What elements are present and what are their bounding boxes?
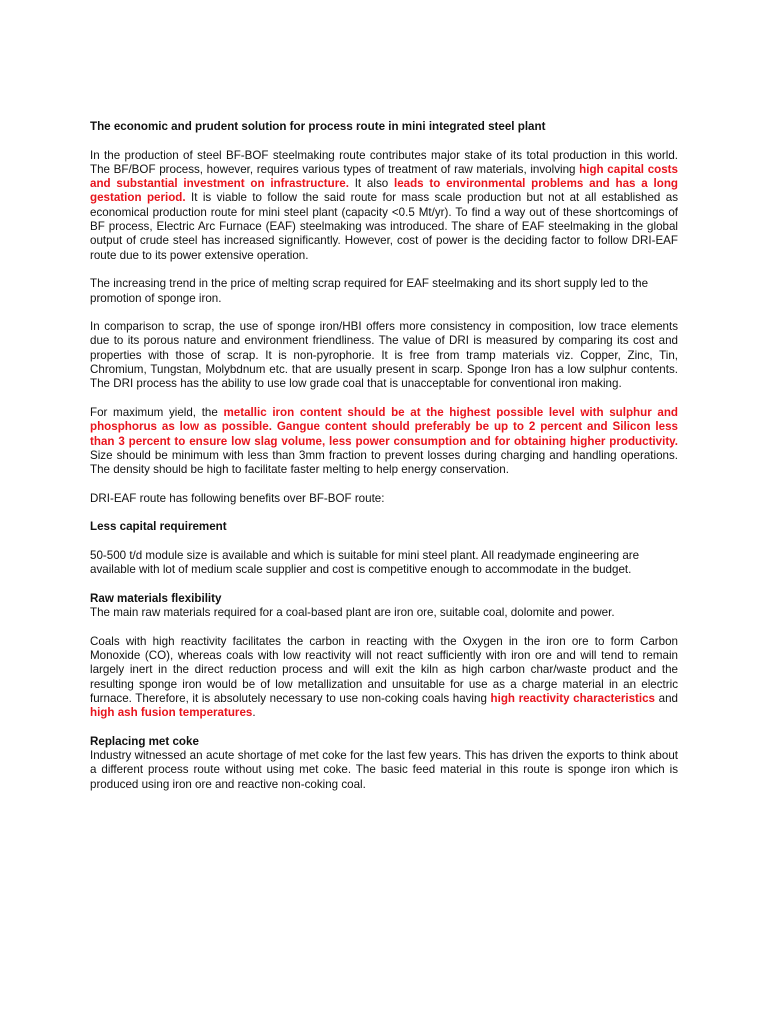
highlight-environmental-problems: leads to environmental problems and has a long gestation period. xyxy=(90,177,678,205)
text-run: In the production of steel BF-BOF steelmaking route contributes major stake of its total production in this world. The BF/BOF process, however, requires various types of treatment of raw materials, involving xyxy=(90,148,678,176)
document-title: The economic and prudent solution for process route in mini integrated steel plant xyxy=(90,120,546,133)
heading-raw-materials: Raw materials flexibility xyxy=(90,591,222,605)
text-run: . xyxy=(252,706,256,720)
paragraph-raw-materials: The main raw materials required for a coal-based plant are iron ore, suitable coal, dolomite and power. xyxy=(90,606,615,620)
text-run: and xyxy=(655,691,678,705)
highlight-capital-costs: high capital costs and substantial investment on infrastructure. xyxy=(90,162,678,191)
text-run: It is viable to follow the said route for mass scale production but not at all established as economical production route for mini steel plant (capacity <0.5 Mt/yr). To find a way out of these shortcomings of BF process, Electric Arc Furnace (EAF) steelmaking was introduced. The share of EAF steelmaking in the global output of crude steel has increased significantly. However, cost of power is the deciding factor to follow DRI-EAF route due to its power extensive operation. xyxy=(90,191,678,262)
highlight-iron-content: metallic iron content should be at the highest possible level with sulphur and phosphorus as low as possible. Gangue content should preferably be up to 2 percent and Silicon less than 3 percent to ensure low slag volume, less power consumption and for obtaining higher productivity. xyxy=(90,405,678,448)
paragraph-bf-bof-intro xyxy=(90,149,678,263)
heading-met-coke: Replacing met coke xyxy=(90,734,199,748)
text-run: It also xyxy=(348,177,394,191)
paragraph-module-size: 50-500 t/d module size is available and which is suitable for mini steel plant. All readymade engineering are available with lot of medium scale supplier and cost is competitive enough to accommodate in the budget. xyxy=(90,548,640,577)
text-run: Size should be minimum with less than 3mm fraction to prevent losses during charging and handling operations. The density should be high to facilitate faster melting to help energy conservation. xyxy=(90,448,678,477)
paragraph-maximum-yield xyxy=(90,406,678,477)
heading-less-capital: Less capital requirement xyxy=(90,520,227,534)
document-page xyxy=(90,120,678,806)
paragraph-scrap-price: The increasing trend in the price of melting scrap required for EAF steelmaking and its short supply led to the promotion of sponge iron. xyxy=(90,277,649,305)
text-run: For maximum yield, the xyxy=(90,405,224,419)
paragraph-met-coke: Industry witnessed an acute shortage of met coke for the last few years. This has driven the exports to think about a different process route without using met coke. The basic feed material in this route is sponge iron which is produced using iron ore and reactive non-coking coal. xyxy=(90,749,678,791)
paragraph-coal-reactivity xyxy=(90,635,678,721)
paragraph-benefits-intro: DRI-EAF route has following benefits over BF-BOF route: xyxy=(90,491,385,505)
text-run: Coals with high reactivity facilitates the carbon in reacting with the Oxygen in the iron ore to form Carbon Monoxide (CO), whereas coals with low reactivity will not react sufficiently with iron ore and will tend to remain largely inert in the direct reduction process and will exit the kiln as high carbon char/waste product and the resulting sponge iron would be of low metallization and unsuitable for use as a charge material in an electric furnace. Therefore, it is absolutely necessary to use non-coking coals having xyxy=(90,634,678,705)
paragraph-sponge-iron-comparison: In comparison to scrap, the use of sponge iron/HBI offers more consistency in composition, low trace elements due to its porous nature and environment friendliness. The value of DRI is measured by comparing its cost and properties with those of scrap. It is non-pyrophorie. It is free from tramp materials viz. Copper, Zinc, Tin, Chromium, Tungstan, Molybdnum etc. that are usually present in scarp. Sponge Iron has a low sulphur contents. The DRI process has the ability to use low grade coal that is unacceptable for conventional iron making. xyxy=(90,320,678,391)
highlight-ash-fusion: high ash fusion temperatures xyxy=(90,706,253,720)
highlight-reactivity: high reactivity characteristics xyxy=(490,691,656,705)
